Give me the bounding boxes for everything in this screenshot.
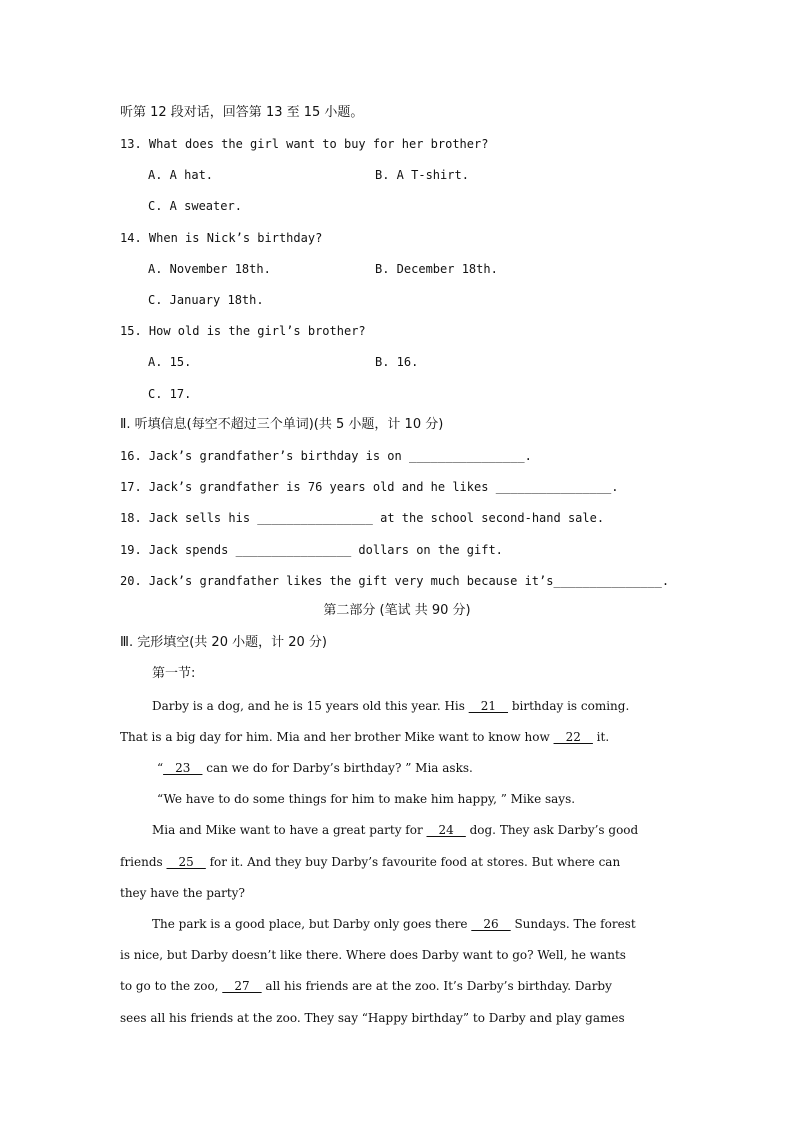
passage-text: friends [120,855,167,869]
passage-line-3 [157,759,473,777]
passage-line-5 [152,821,638,839]
q20-end: . [661,574,670,588]
q15-option-b: B. 16. [375,355,419,369]
question-18 [120,509,604,527]
blank-27: __27__ [222,979,262,993]
q20-blank: _______________ [553,574,662,588]
question-15: 15. How old is the girl’s brother? [120,324,366,338]
passage-line-6 [120,853,620,871]
passage-text: birthday is coming. [508,699,630,713]
blank-23: __23__ [163,761,203,775]
blank-24: __24__ [426,823,466,837]
subsection-title: 第一节: [152,666,196,681]
q19-blank: ________________ [235,543,352,557]
passage-line-1 [152,697,629,715]
blank-22: __22__ [553,730,593,744]
q18-text: 18. Jack sells his [120,511,258,525]
passage-line-8 [152,915,636,933]
q15-option-c: C. 17. [148,387,192,401]
question-20 [120,572,669,590]
passage-text: it. [592,730,610,744]
passage-text: dog. They ask Darby’s good [465,823,639,837]
question-19 [120,541,503,559]
q19-text: 19. Jack spends [120,543,236,557]
passage-line-4: “We have to do some things for him to make him happy, ” Mike says. [157,792,576,806]
q18-end: at the school second-hand sale. [372,511,605,525]
blank-25: __25__ [166,855,206,869]
passage-line-9: is nice, but Darby doesn’t like there. Where does Darby want to go? Well, he wants [120,948,626,962]
passage-text: for it. And they buy Darby’s favourite food at stores. But where can [205,855,621,869]
part-2-title: 第二部分 (笔试 共 90 分) [323,603,471,618]
section-3-header: Ⅲ. 完形填空(共 20 小题，计 20 分) [120,635,327,650]
q14-option-a: A. November 18th. [148,262,271,276]
q19-end: dollars on the gift. [351,543,503,557]
q17-text: 17. Jack’s grandfather is 76 years old and he likes [120,480,496,494]
question-14: 14. When is Nick’s birthday? [120,231,323,245]
q13-option-c: C. A sweater. [148,199,242,213]
question-17 [120,478,619,496]
q16-end: . [524,449,532,463]
question-16 [120,447,532,465]
passage-text: all his friends are at the zoo. It’s Darby’s birthday. Darby [261,979,612,993]
blank-21: __21__ [468,699,509,713]
passage-text: can we do for Darby’s birthday? ” Mia asks. [202,761,473,775]
passage-text: That is a big day for him. Mia and her brother Mike want to know how [120,730,554,744]
q18-blank: ________________ [257,511,373,525]
passage-text: “ [157,761,164,775]
q13-option-a: A. A hat. [148,168,214,182]
blank-26: __26__ [471,917,511,931]
passage-text: The park is a good place, but Darby only goes there [152,917,472,931]
passage-line-11: sees all his friends at the zoo. They say “Happy birthday” to Darby and play games [120,1011,625,1025]
passage-line-7: they have the party? [120,886,245,900]
dialog-instruction: 听第 12 段对话，回答第 13 至 15 小题。 [120,105,364,120]
q20-text: 20. Jack’s grandfather likes the gift very much because it’s [120,574,554,588]
section-2-header: Ⅱ. 听填信息(每空不超过三个单词)(共 5 小题，计 10 分) [120,417,444,432]
passage-line-10 [120,977,612,995]
q14-option-c: C. January 18th. [148,293,264,307]
passage-text: Darby is a dog, and he is 15 years old this year. His [152,699,469,713]
question-13: 13. What does the girl want to buy for her brother? [120,137,489,151]
q16-text: 16. Jack’s grandfather’s birthday is on [120,449,409,463]
q16-blank: ________________ [408,449,525,463]
q17-blank: ________________ [495,480,612,494]
passage-text: Sundays. The forest [510,917,636,931]
q14-option-b: B. December 18th. [375,262,498,276]
passage-text: Mia and Mike want to have a great party for [152,823,427,837]
passage-line-2 [120,728,609,746]
passage-text: to go to the zoo, [120,979,223,993]
q15-option-a: A. 15. [148,355,192,369]
q13-option-b: B. A T-shirt. [375,168,469,182]
q17-end: . [611,480,619,494]
